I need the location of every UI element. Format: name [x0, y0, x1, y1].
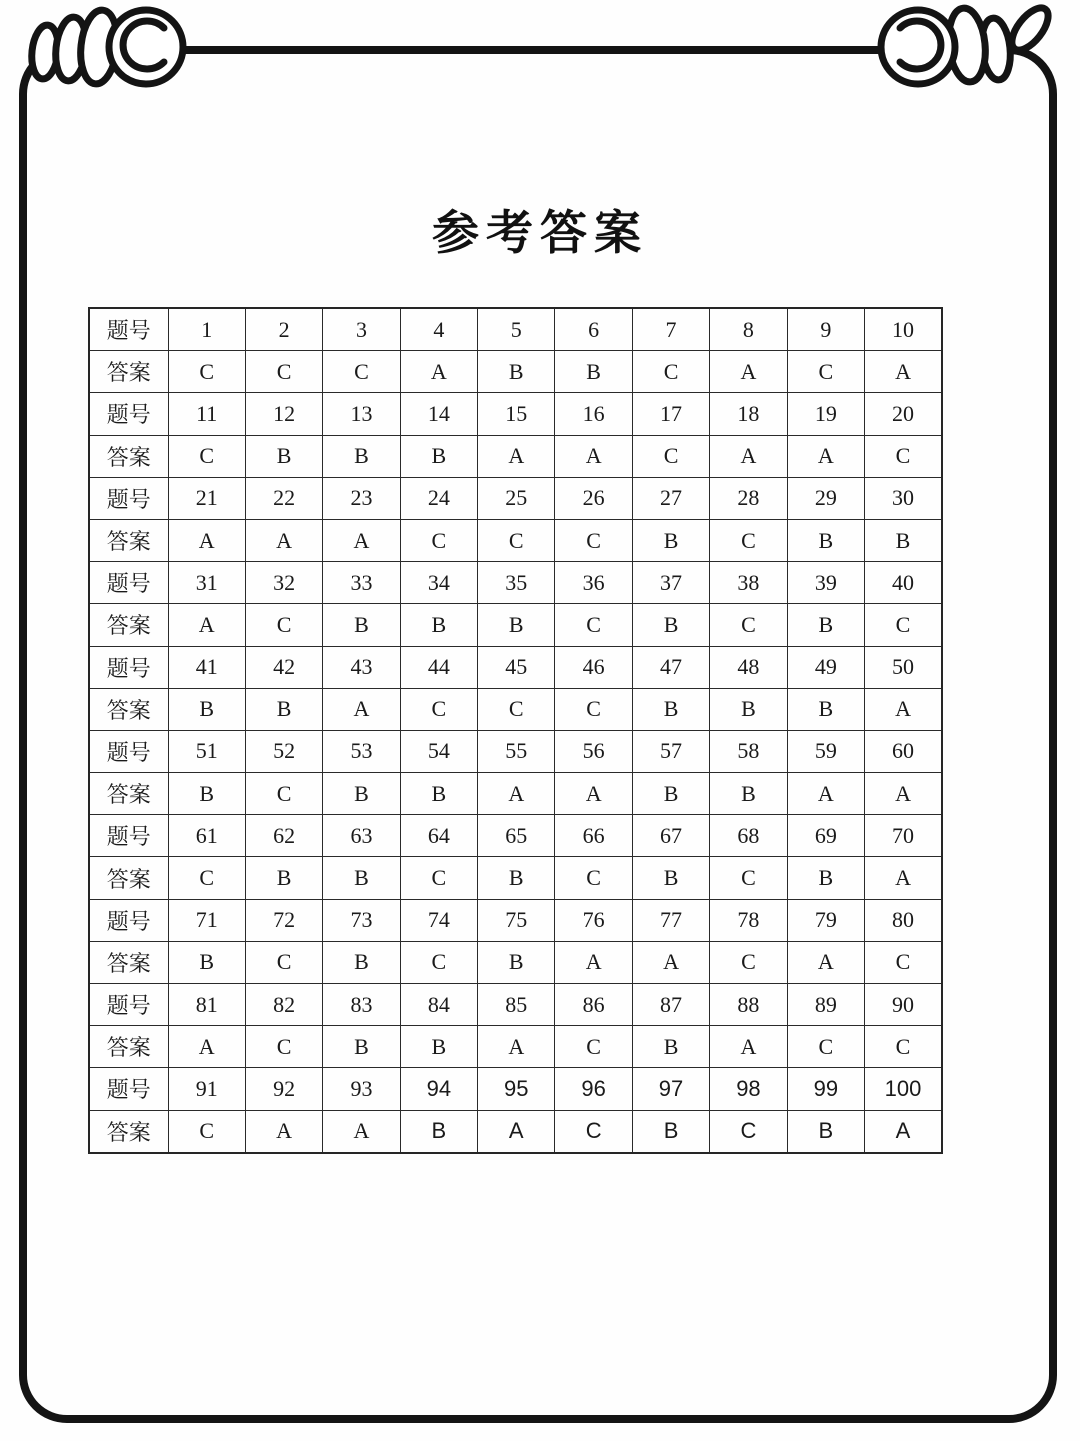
answer-cell: B: [787, 857, 864, 899]
answer-cell: C: [865, 941, 942, 983]
question-number-cell: 65: [478, 815, 555, 857]
answer-cell: B: [323, 435, 400, 477]
question-number-cell: 16: [555, 393, 632, 435]
question-number-cell: 23: [323, 477, 400, 519]
question-number-cell: 14: [400, 393, 477, 435]
question-number-cell: 87: [632, 984, 709, 1026]
question-number-cell: 35: [478, 562, 555, 604]
answer-row: [89, 1110, 942, 1153]
answer-row: [89, 435, 942, 477]
answer-cell: A: [400, 351, 477, 393]
answer-table-body: [89, 308, 942, 1153]
answer-cell: C: [400, 688, 477, 730]
question-number-cell: 83: [323, 984, 400, 1026]
question-number-cell: 5: [478, 308, 555, 351]
answer-cell: B: [632, 1110, 709, 1153]
question-number-cell: 41: [168, 646, 245, 688]
question-number-cell: 51: [168, 730, 245, 772]
answer-row-label: 答案: [89, 1110, 168, 1153]
question-number-cell: 81: [168, 984, 245, 1026]
question-number-cell: 42: [245, 646, 322, 688]
answer-cell: B: [323, 773, 400, 815]
answer-cell: A: [478, 1026, 555, 1068]
answer-cell: C: [555, 519, 632, 561]
answer-cell: C: [710, 857, 787, 899]
answer-cell: B: [478, 604, 555, 646]
answer-cell: B: [400, 435, 477, 477]
question-number-cell: 84: [400, 984, 477, 1026]
answer-cell: A: [710, 1026, 787, 1068]
question-number-cell: 43: [323, 646, 400, 688]
question-row-label: 题号: [89, 308, 168, 351]
answer-cell: C: [632, 351, 709, 393]
answer-row-label: 答案: [89, 688, 168, 730]
question-number-cell: 75: [478, 899, 555, 941]
answer-cell: C: [865, 1026, 942, 1068]
answer-cell: B: [787, 604, 864, 646]
question-row: [89, 393, 942, 435]
answer-cell: A: [555, 773, 632, 815]
answer-cell: C: [710, 519, 787, 561]
question-number-cell: 58: [710, 730, 787, 772]
question-number-cell: 94: [400, 1068, 477, 1110]
answer-cell: C: [787, 351, 864, 393]
question-number-cell: 6: [555, 308, 632, 351]
answer-cell: A: [168, 604, 245, 646]
answer-row-label: 答案: [89, 604, 168, 646]
answer-row: [89, 941, 942, 983]
answer-row-label: 答案: [89, 1026, 168, 1068]
answer-cell: C: [400, 941, 477, 983]
question-number-cell: 55: [478, 730, 555, 772]
answer-cell: A: [323, 519, 400, 561]
answer-cell: A: [632, 941, 709, 983]
question-number-cell: 80: [865, 899, 942, 941]
question-number-cell: 19: [787, 393, 864, 435]
answer-cell: B: [168, 941, 245, 983]
question-number-cell: 89: [787, 984, 864, 1026]
question-number-cell: 3: [323, 308, 400, 351]
answer-cell: B: [632, 857, 709, 899]
answer-cell: B: [632, 519, 709, 561]
question-number-cell: 27: [632, 477, 709, 519]
question-number-cell: 67: [632, 815, 709, 857]
answer-cell: B: [710, 773, 787, 815]
answer-cell: A: [865, 1110, 942, 1153]
answer-cell: B: [400, 1110, 477, 1153]
answer-cell: C: [555, 604, 632, 646]
question-number-cell: 1: [168, 308, 245, 351]
answer-cell: C: [245, 1026, 322, 1068]
question-number-cell: 68: [710, 815, 787, 857]
question-row-label: 题号: [89, 1068, 168, 1110]
question-number-cell: 97: [632, 1068, 709, 1110]
answer-cell: C: [478, 688, 555, 730]
answer-cell: C: [632, 435, 709, 477]
answer-cell: A: [245, 1110, 322, 1153]
answer-cell: A: [478, 435, 555, 477]
answer-cell: B: [168, 688, 245, 730]
question-number-cell: 100: [865, 1068, 942, 1110]
answer-cell: A: [168, 519, 245, 561]
question-number-cell: 40: [865, 562, 942, 604]
answer-row-label: 答案: [89, 773, 168, 815]
question-number-cell: 29: [787, 477, 864, 519]
answer-cell: A: [168, 1026, 245, 1068]
answer-cell: B: [478, 857, 555, 899]
question-number-cell: 71: [168, 899, 245, 941]
question-number-cell: 11: [168, 393, 245, 435]
answer-row: [89, 773, 942, 815]
answer-cell: A: [555, 941, 632, 983]
answer-cell: A: [710, 351, 787, 393]
answer-cell: C: [865, 604, 942, 646]
question-number-cell: 88: [710, 984, 787, 1026]
question-row: [89, 815, 942, 857]
question-number-cell: 53: [323, 730, 400, 772]
answer-cell: B: [632, 688, 709, 730]
question-number-cell: 37: [632, 562, 709, 604]
question-row: [89, 646, 942, 688]
question-number-cell: 22: [245, 477, 322, 519]
question-number-cell: 92: [245, 1068, 322, 1110]
question-number-cell: 28: [710, 477, 787, 519]
fist-grip-left-icon: [26, 2, 196, 102]
question-number-cell: 73: [323, 899, 400, 941]
answer-row-label: 答案: [89, 857, 168, 899]
answer-cell: C: [245, 941, 322, 983]
question-number-cell: 21: [168, 477, 245, 519]
question-number-cell: 47: [632, 646, 709, 688]
question-row: [89, 477, 942, 519]
answer-cell: C: [168, 1110, 245, 1153]
question-number-cell: 12: [245, 393, 322, 435]
answer-cell: B: [632, 773, 709, 815]
answer-cell: B: [400, 1026, 477, 1068]
answer-cell: A: [478, 1110, 555, 1153]
question-number-cell: 56: [555, 730, 632, 772]
answer-cell: C: [245, 351, 322, 393]
question-number-cell: 18: [710, 393, 787, 435]
question-number-cell: 63: [323, 815, 400, 857]
question-number-cell: 17: [632, 393, 709, 435]
answer-row: [89, 857, 942, 899]
answer-row: [89, 1026, 942, 1068]
question-row-label: 题号: [89, 393, 168, 435]
question-number-cell: 85: [478, 984, 555, 1026]
fist-grip-right-icon: [872, 2, 1067, 102]
question-number-cell: 61: [168, 815, 245, 857]
question-number-cell: 33: [323, 562, 400, 604]
answer-cell: A: [865, 857, 942, 899]
question-number-cell: 77: [632, 899, 709, 941]
answer-cell: C: [168, 435, 245, 477]
question-number-cell: 39: [787, 562, 864, 604]
answer-cell: B: [478, 351, 555, 393]
question-number-cell: 59: [787, 730, 864, 772]
answer-cell: B: [400, 604, 477, 646]
question-number-cell: 91: [168, 1068, 245, 1110]
question-number-cell: 95: [478, 1068, 555, 1110]
question-number-cell: 49: [787, 646, 864, 688]
question-number-cell: 10: [865, 308, 942, 351]
question-number-cell: 54: [400, 730, 477, 772]
answer-cell: C: [323, 351, 400, 393]
answer-cell: B: [323, 941, 400, 983]
answer-cell: C: [555, 1110, 632, 1153]
question-number-cell: 34: [400, 562, 477, 604]
question-number-cell: 78: [710, 899, 787, 941]
question-number-cell: 99: [787, 1068, 864, 1110]
answer-cell: A: [787, 941, 864, 983]
answer-cell: B: [865, 519, 942, 561]
answer-cell: A: [787, 435, 864, 477]
question-number-cell: 36: [555, 562, 632, 604]
question-number-cell: 72: [245, 899, 322, 941]
answer-cell: C: [168, 351, 245, 393]
answer-cell: C: [245, 773, 322, 815]
question-number-cell: 70: [865, 815, 942, 857]
question-number-cell: 20: [865, 393, 942, 435]
answer-cell: C: [245, 604, 322, 646]
answer-row-label: 答案: [89, 351, 168, 393]
question-number-cell: 74: [400, 899, 477, 941]
answer-cell: A: [865, 351, 942, 393]
answer-row: [89, 519, 942, 561]
question-row-label: 题号: [89, 730, 168, 772]
answer-cell: A: [555, 435, 632, 477]
answer-row: [89, 351, 942, 393]
answer-cell: A: [245, 519, 322, 561]
answer-cell: C: [710, 1110, 787, 1153]
question-row-label: 题号: [89, 477, 168, 519]
answer-cell: C: [400, 519, 477, 561]
answer-row: [89, 688, 942, 730]
question-number-cell: 8: [710, 308, 787, 351]
question-number-cell: 66: [555, 815, 632, 857]
question-number-cell: 45: [478, 646, 555, 688]
question-row-label: 题号: [89, 646, 168, 688]
answer-table: [88, 307, 943, 1154]
answer-cell: A: [865, 688, 942, 730]
question-row-label: 题号: [89, 562, 168, 604]
answer-cell: C: [865, 435, 942, 477]
answer-cell: A: [478, 773, 555, 815]
answer-cell: C: [555, 1026, 632, 1068]
question-number-cell: 50: [865, 646, 942, 688]
question-number-cell: 38: [710, 562, 787, 604]
answer-cell: C: [710, 941, 787, 983]
answer-row-label: 答案: [89, 941, 168, 983]
answer-cell: C: [478, 519, 555, 561]
question-number-cell: 25: [478, 477, 555, 519]
question-number-cell: 86: [555, 984, 632, 1026]
question-number-cell: 46: [555, 646, 632, 688]
question-row: [89, 562, 942, 604]
answer-cell: B: [400, 773, 477, 815]
answer-row: [89, 604, 942, 646]
answer-cell: A: [323, 1110, 400, 1153]
question-row: [89, 899, 942, 941]
answer-cell: A: [787, 773, 864, 815]
question-number-cell: 30: [865, 477, 942, 519]
question-number-cell: 62: [245, 815, 322, 857]
answer-cell: B: [710, 688, 787, 730]
question-number-cell: 13: [323, 393, 400, 435]
answer-cell: B: [245, 435, 322, 477]
question-number-cell: 7: [632, 308, 709, 351]
question-number-cell: 48: [710, 646, 787, 688]
question-number-cell: 44: [400, 646, 477, 688]
question-number-cell: 9: [787, 308, 864, 351]
question-number-cell: 31: [168, 562, 245, 604]
answer-cell: B: [632, 1026, 709, 1068]
question-row-label: 题号: [89, 899, 168, 941]
answer-row-label: 答案: [89, 435, 168, 477]
answer-cell: C: [710, 604, 787, 646]
answer-row-label: 答案: [89, 519, 168, 561]
question-number-cell: 4: [400, 308, 477, 351]
answer-cell: B: [787, 1110, 864, 1153]
question-number-cell: 24: [400, 477, 477, 519]
answer-cell: B: [323, 1026, 400, 1068]
question-row: [89, 730, 942, 772]
answer-cell: B: [787, 519, 864, 561]
answer-cell: B: [168, 773, 245, 815]
answer-cell: A: [865, 773, 942, 815]
question-number-cell: 82: [245, 984, 322, 1026]
question-number-cell: 26: [555, 477, 632, 519]
question-number-cell: 98: [710, 1068, 787, 1110]
answer-cell: A: [323, 688, 400, 730]
answer-cell: C: [555, 857, 632, 899]
question-number-cell: 90: [865, 984, 942, 1026]
answer-cell: C: [787, 1026, 864, 1068]
answer-cell: A: [710, 435, 787, 477]
question-row: [89, 1068, 942, 1110]
question-row-label: 题号: [89, 984, 168, 1026]
answer-cell: B: [478, 941, 555, 983]
question-row: [89, 984, 942, 1026]
question-number-cell: 57: [632, 730, 709, 772]
question-number-cell: 52: [245, 730, 322, 772]
answer-cell: B: [323, 604, 400, 646]
question-number-cell: 69: [787, 815, 864, 857]
answer-cell: B: [245, 688, 322, 730]
answer-cell: B: [555, 351, 632, 393]
answer-cell: C: [400, 857, 477, 899]
question-number-cell: 64: [400, 815, 477, 857]
question-row: [89, 308, 942, 351]
question-number-cell: 93: [323, 1068, 400, 1110]
answer-cell: B: [787, 688, 864, 730]
answer-cell: C: [555, 688, 632, 730]
question-number-cell: 60: [865, 730, 942, 772]
question-number-cell: 15: [478, 393, 555, 435]
page-title: 参考答案: [432, 206, 648, 261]
answer-cell: B: [323, 857, 400, 899]
question-row-label: 题号: [89, 815, 168, 857]
answer-cell: B: [245, 857, 322, 899]
answer-cell: C: [168, 857, 245, 899]
question-number-cell: 96: [555, 1068, 632, 1110]
question-number-cell: 76: [555, 899, 632, 941]
question-number-cell: 32: [245, 562, 322, 604]
answer-cell: B: [632, 604, 709, 646]
question-number-cell: 2: [245, 308, 322, 351]
question-number-cell: 79: [787, 899, 864, 941]
